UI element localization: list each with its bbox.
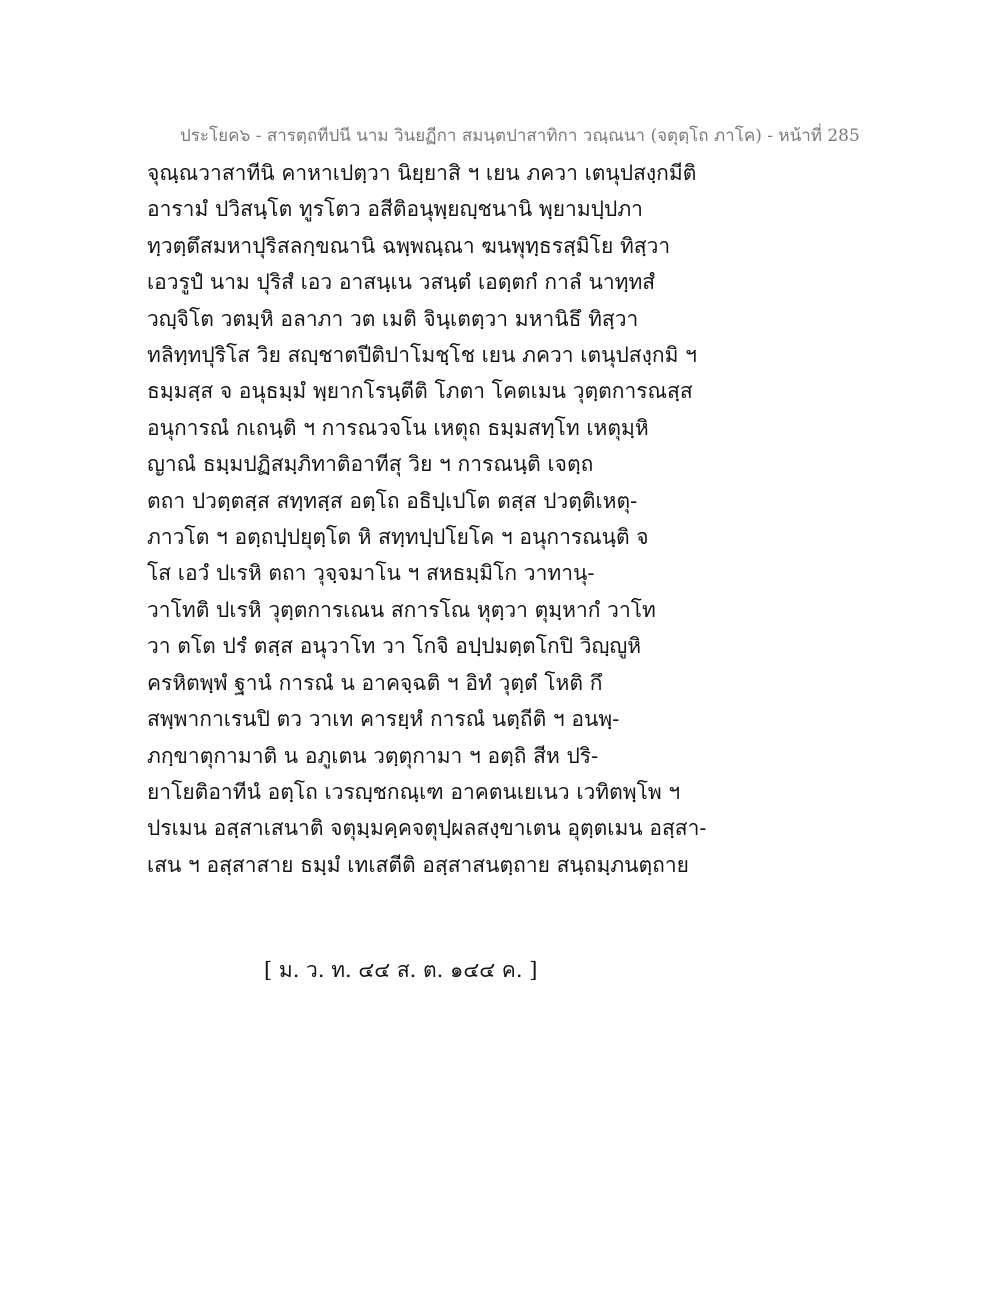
- text-line: อนุการณํ กเถนฺติ ฯ การณวจโน เหตุถ ธมฺมสทฺโท เหตุมฺหิ: [147, 415, 649, 440]
- text-line: ครหิตพฺพํ ฐานํ การณํ น อาคจฺฉติ ฯ อิทํ วุตฺตํ โหติ กึ: [147, 670, 603, 695]
- text-line: โส เอวํ ปเรหิ ตถา วุจฺจมาโน ฯ สหธมฺมิโก วาทานุ-: [147, 561, 595, 586]
- running-header: ประโยค๖ - สารตฺถทีปนี นาม วินยฏีกา สมนฺตปาสาทิกา วณฺณนา (จตุตฺโถ ภาโค) - หน้าที่ 285: [180, 126, 860, 146]
- text-line: ญาณํ ธมฺมปฏิสมฺภิทาติอาทีสุ วิย ฯ การณนฺติ เจตฺถ: [147, 452, 594, 477]
- text-line: ยาโยติอาทีนํ อตฺโถ เวรญฺชกณฺเฑ อาคตนเยเนว เวทิตพฺโพ ฯ: [147, 779, 681, 804]
- text-line: ทฺวตฺตึสมหาปุริสลกฺขณานิ ฉพฺพณฺณา ฆนพุทฺธรสฺมิโย ทิสฺวา: [147, 233, 671, 258]
- text-line: ปรเมน อสฺสาเสนาติ จตุมฺมคฺคจตุปฺผลสงฺขาเตน อุตฺตเมน อสฺสา-: [147, 816, 707, 841]
- text-line: อารามํ ปวิสนฺโต ทูรโตว อสีติอนุพฺยญฺชนานิ พฺยามปฺปภา: [147, 197, 643, 222]
- text-line: ทลิทฺทปุริโส วิย สญฺชาตปีติปาโมชฺโช เยน ภควา เตนุปสงฺกมิ ฯ: [147, 343, 697, 368]
- text-line: จุณฺณวาสาทีนิ คาหาเปตฺวา นิยฺยาสิ ฯ เยน ภควา เตนุปสงฺกมีติ: [147, 161, 697, 185]
- text-line: ธมฺมสฺส จ อนุธมฺมํ พฺยากโรนฺตีติ โภตา โคตเมน วุตฺตการณสฺส: [147, 379, 693, 404]
- text-line: ภกฺขาตุกามาติ น อภูเตน วตฺตุกามา ฯ อตฺถิ สีห ปริ-: [147, 743, 599, 768]
- text-line: เอวรูปํ นาม ปุริสํ เอว อาสนฺเน วสนฺตํ เอตฺตกํ กาลํ นาทฺทสํ: [147, 270, 656, 295]
- page-reference: [ ม. ว. ท. ๔๔ ส. ต. ๑๔๔ ค. ]: [264, 958, 538, 982]
- text-line: วญฺจิโต วตมฺหิ อลาภา วต เมติ จินฺเตตฺวา มหานิธึ ทิสฺวา: [147, 306, 639, 331]
- text-line: วา ตโต ปรํ ตสฺส อนุวาโท วา โกจิ อปฺปมตฺตโกปิ วิญฺญูหิ: [147, 634, 642, 659]
- text-line: ภาวโต ฯ อตฺถปฺปยุตฺโต หิ สทฺทปฺปโยโค ฯ อนุการณนฺติ จ: [147, 525, 649, 550]
- text-line: วาโทติ ปเรหิ วุตฺตการเณน สการโณ หุตฺวา ตุมฺหากํ วาโท: [147, 597, 656, 622]
- text-line: เสน ฯ อสฺสาสาย ธมฺมํ เทเสตีติ อสฺสาสนตฺถาย สนฺถมฺภนตฺถาย: [147, 852, 689, 877]
- text-line: ตถา ปวตฺตสฺส สทฺทสฺส อตฺโถ อธิปฺเปโต ตสฺส ปวตฺติเหตุ-: [147, 488, 638, 513]
- body-text: [147, 155, 707, 883]
- text-line: สพฺพากาเรนปิ ตว วาเท คารยฺหํ การณํ นตฺถีติ ฯ อนพฺ-: [147, 707, 620, 732]
